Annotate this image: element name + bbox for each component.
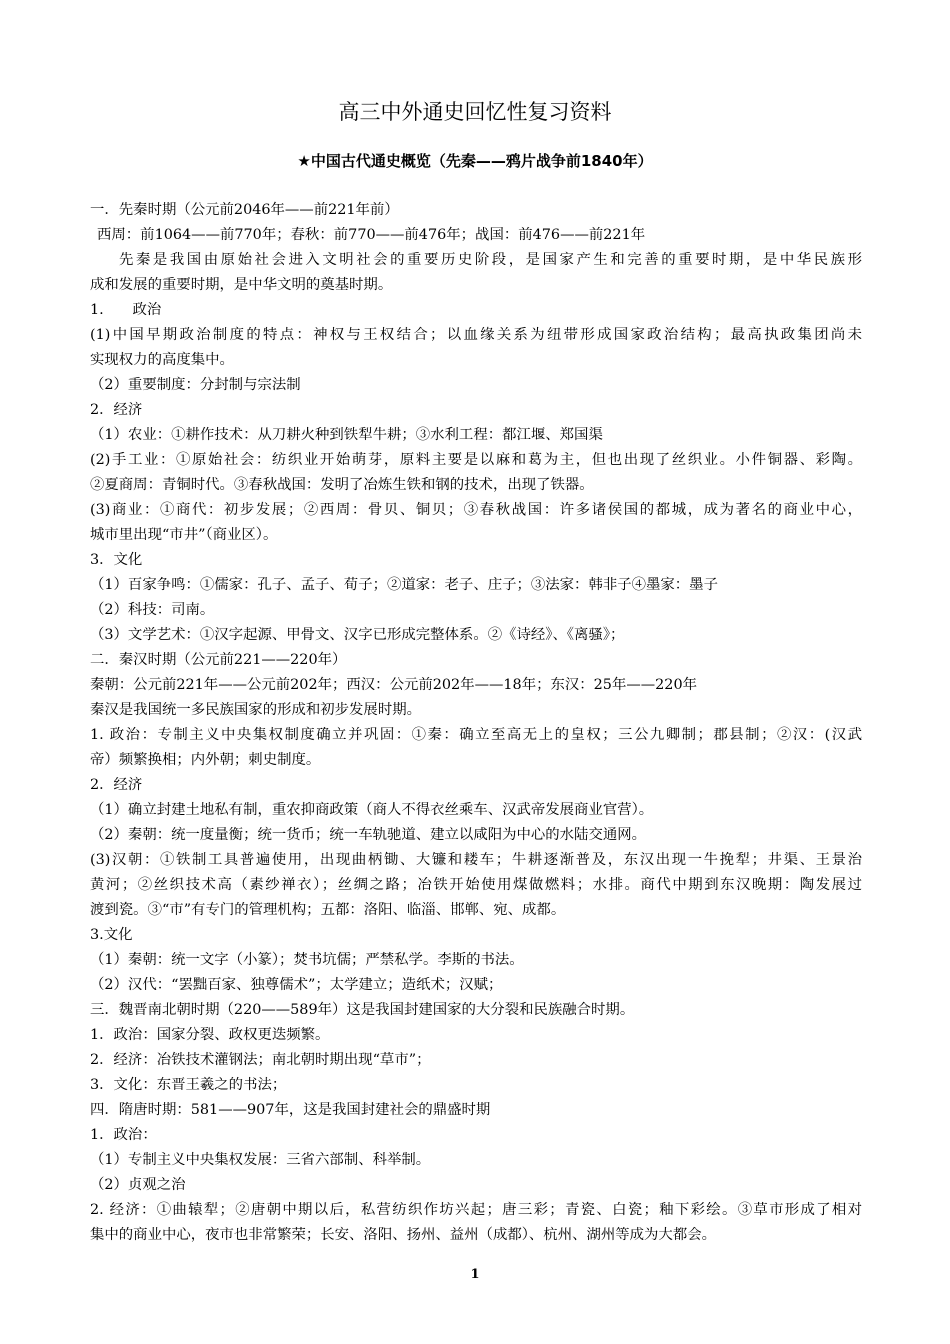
text-line: （2）秦朝：统一度量衡；统一货币；统一车轨驰道、建立以咸阳为中心的水陆交通网。 xyxy=(90,827,647,843)
subheading: 2．经济 xyxy=(90,777,143,793)
text-line: （2）汉代：“罢黜百家、独尊儒术”；太学建立；造纸术；汉赋； xyxy=(90,977,503,993)
text-line: 2．经济：冶铁技术灌钢法；南北朝时期出现“草市”； xyxy=(90,1052,431,1068)
text-line: （1）百家争鸣：①儒家：孔子、孟子、荀子；②道家：老子、庄子；③法家：韩非子④墨家：墨子 xyxy=(90,577,718,593)
subheading: 3．文化 xyxy=(90,552,143,568)
heading-wei-jin: 三．魏晋南北朝时期（220——589年）这是我国封建国家的大分裂和民族融合时期。 xyxy=(90,1002,635,1018)
text-line: （3）文学艺术：①汉字起源、甲骨文、汉字已形成完整体系。②《诗经》、《离骚》； xyxy=(90,627,625,643)
text-line: (1)中国早期政治制度的特点：神权与王权结合；以血缘关系为纽带形成国家政治结构；最高执政集团尚未 xyxy=(90,327,862,343)
document-title: 高三中外通史回忆性复习资料 xyxy=(338,100,612,124)
text-line: 先秦是我国由原始社会进入文明社会的重要历史阶段，是国家产生和完善的重要时期，是中华民族形 xyxy=(119,252,862,268)
text-line: （2）贞观之治 xyxy=(90,1177,186,1193)
text-line: （2）科技：司南。 xyxy=(90,602,215,618)
text-line: (2)手工业：①原始社会：纺织业开始萌芽，原料主要是以麻和葛为主，但也出现了丝织业。小件铜器、彩陶。 xyxy=(90,452,862,468)
subheading: 3.文化 xyxy=(90,927,133,943)
text-line: (3)汉朝：①铁制工具普遍使用，出现曲柄锄、大镰和耧车；牛耕逐渐普及，东汉出现一牛挽犁；井渠、王景治 xyxy=(90,852,862,868)
text-line: （1）秦朝：统一文字（小篆）；焚书坑儒；严禁私学。李斯的书法。 xyxy=(90,952,524,968)
subheading: 1．政治： xyxy=(90,1127,157,1143)
text-line: 3．文化：东晋王羲之的书法； xyxy=(90,1077,287,1093)
text-line: 2. 经济：①曲辕犁；②唐朝中期以后，私营纺织作坊兴起；唐三彩；青瓷、白瓷；釉下彩绘。③草市形成了相对 xyxy=(90,1202,862,1218)
heading-sui-tang: 四．隋唐时期：581——907年，这是我国封建社会的鼎盛时期 xyxy=(90,1102,491,1118)
text-line: 西周：前1064——前770年；春秋：前770——前476年；战国：前476——前221年 xyxy=(97,227,646,243)
text-line: 实现权力的高度集中。 xyxy=(90,352,234,368)
text-line: 秦汉是我国统一多民族国家的形成和初步发展时期。 xyxy=(90,702,421,718)
text-line: 渡到瓷。③“市”有专门的管理机构；五都：洛阳、临淄、邯郸、宛、成都。 xyxy=(90,902,566,918)
text-line: 秦朝：公元前221年——公元前202年；西汉：公元前202年——18年；东汉：25年——220年 xyxy=(90,677,697,693)
text-line: 集中的商业中心，夜市也非常繁荣；长安、洛阳、扬州、益州（成都）、杭州、湖州等成为大都会。 xyxy=(90,1227,716,1243)
text-line: ②夏商周：青铜时代。③春秋战国：发明了冶炼生铁和钢的技术，出现了铁器。 xyxy=(90,477,594,493)
heading-pre-qin: 一．先秦时期（公元前2046年——前221年前） xyxy=(90,202,399,218)
text-line: （1）专制主义中央集权发展：三省六部制、科举制。 xyxy=(90,1152,431,1168)
text-line: 城市里出现“市井”（商业区）。 xyxy=(90,527,278,543)
text-line: (3)商业：①商代：初步发展；②西周：骨贝、铜贝；③春秋战国：许多诸侯国的都城，成为著名的商业中心， xyxy=(90,502,862,518)
page-number: 1 xyxy=(470,1267,480,1282)
text-line: （2）重要制度：分封制与宗法制 xyxy=(90,377,301,393)
heading-qin-han: 二．秦汉时期（公元前221——220年） xyxy=(90,652,347,668)
text-line: （1）农业：①耕作技术：从刀耕火种到铁犁牛耕；③水利工程：都江堰、郑国渠 xyxy=(90,427,603,443)
subheading: 1. 政治 xyxy=(90,302,162,318)
text-line: 帝）频繁换相；内外朝；刺史制度。 xyxy=(90,752,321,768)
section-heading: ★中国古代通史概览（先秦——鸦片战争前1840年） xyxy=(297,152,653,170)
text-line: 1. 政治：专制主义中央集权制度确立并巩固：①秦：确立至高无上的皇权；三公九卿制；郡县制；②汉：(汉武 xyxy=(90,727,862,743)
text-line: 1．政治：国家分裂、政权更迭频繁。 xyxy=(90,1027,330,1043)
text-line: （1）确立封建土地私有制，重农抑商政策（商人不得衣丝乘车、汉武帝发展商业官营）。 xyxy=(90,802,654,818)
document-body xyxy=(90,198,862,1248)
subheading: 2．经济 xyxy=(90,402,143,418)
text-line: 成和发展的重要时期，是中华文明的奠基时期。 xyxy=(90,277,393,293)
text-line: 黄河；②丝织技术高（素纱禅衣）；丝绸之路；冶铁开始使用煤做燃料；水排。商代中期到东汉晚期：陶发展过 xyxy=(90,877,862,893)
